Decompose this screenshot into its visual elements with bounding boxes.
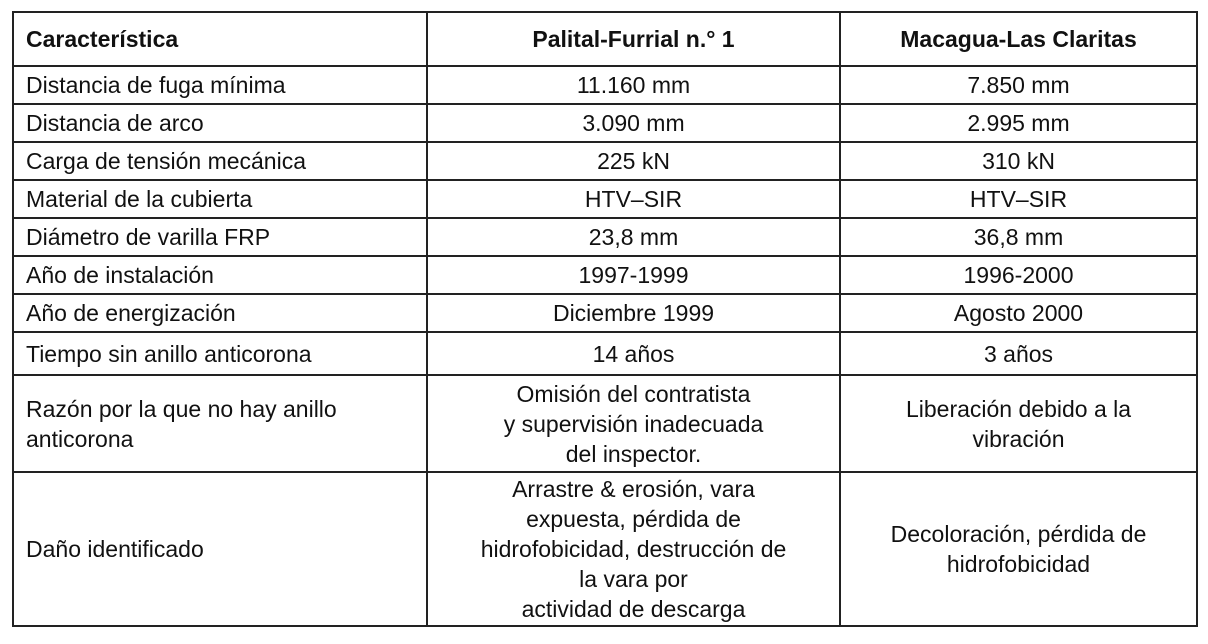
header-palital-furrial: Palital-Furrial n.° 1: [427, 12, 840, 66]
cell-macagua: 1996-2000: [840, 256, 1197, 294]
cell-palital: HTV–SIR: [427, 180, 840, 218]
cell-palital: Arrastre & erosión, vara expuesta, pérdida de hidrofobicidad, destrucción de la vara por actividad de descarga: [427, 472, 840, 626]
row-label: Tiempo sin anillo anticorona: [13, 332, 427, 375]
table-row: [13, 294, 1197, 332]
table-row: [13, 256, 1197, 294]
cell-macagua: 7.850 mm: [840, 66, 1197, 104]
cell-palital: Diciembre 1999: [427, 294, 840, 332]
cell-macagua: Agosto 2000: [840, 294, 1197, 332]
row-label: Carga de tensión mecánica: [13, 142, 427, 180]
header-characteristic: Característica: [13, 12, 427, 66]
cell-palital: 14 años: [427, 332, 840, 375]
comparison-table: [12, 11, 1198, 627]
row-label: Año de energización: [13, 294, 427, 332]
row-label: Año de instalación: [13, 256, 427, 294]
cell-macagua: 310 kN: [840, 142, 1197, 180]
row-label: Diámetro de varilla FRP: [13, 218, 427, 256]
table-row: [13, 218, 1197, 256]
cell-palital: 23,8 mm: [427, 218, 840, 256]
cell-palital: 1997-1999: [427, 256, 840, 294]
table-row: [13, 142, 1197, 180]
cell-palital: Omisión del contratista y supervisión inadecuada del inspector.: [427, 375, 840, 472]
cell-macagua: HTV–SIR: [840, 180, 1197, 218]
table-row: [13, 332, 1197, 375]
row-label: Distancia de fuga mínima: [13, 66, 427, 104]
cell-palital: 225 kN: [427, 142, 840, 180]
cell-macagua: Liberación debido a la vibración: [840, 375, 1197, 472]
cell-macagua: 3 años: [840, 332, 1197, 375]
row-label: Material de la cubierta: [13, 180, 427, 218]
cell-macagua: 36,8 mm: [840, 218, 1197, 256]
cell-palital: 3.090 mm: [427, 104, 840, 142]
cell-macagua: Decoloración, pérdida de hidrofobicidad: [840, 472, 1197, 626]
table-row: [13, 472, 1197, 626]
cell-palital: 11.160 mm: [427, 66, 840, 104]
row-label: Distancia de arco: [13, 104, 427, 142]
table-row: [13, 375, 1197, 472]
row-label: Razón por la que no hay anillo anticorona: [13, 375, 427, 472]
table-row: [13, 180, 1197, 218]
cell-macagua: 2.995 mm: [840, 104, 1197, 142]
header-macagua-las-claritas: Macagua-Las Claritas: [840, 12, 1197, 66]
table-row: [13, 66, 1197, 104]
table-row: [13, 104, 1197, 142]
table-header-row: [13, 12, 1197, 66]
row-label: Daño identificado: [13, 472, 427, 626]
